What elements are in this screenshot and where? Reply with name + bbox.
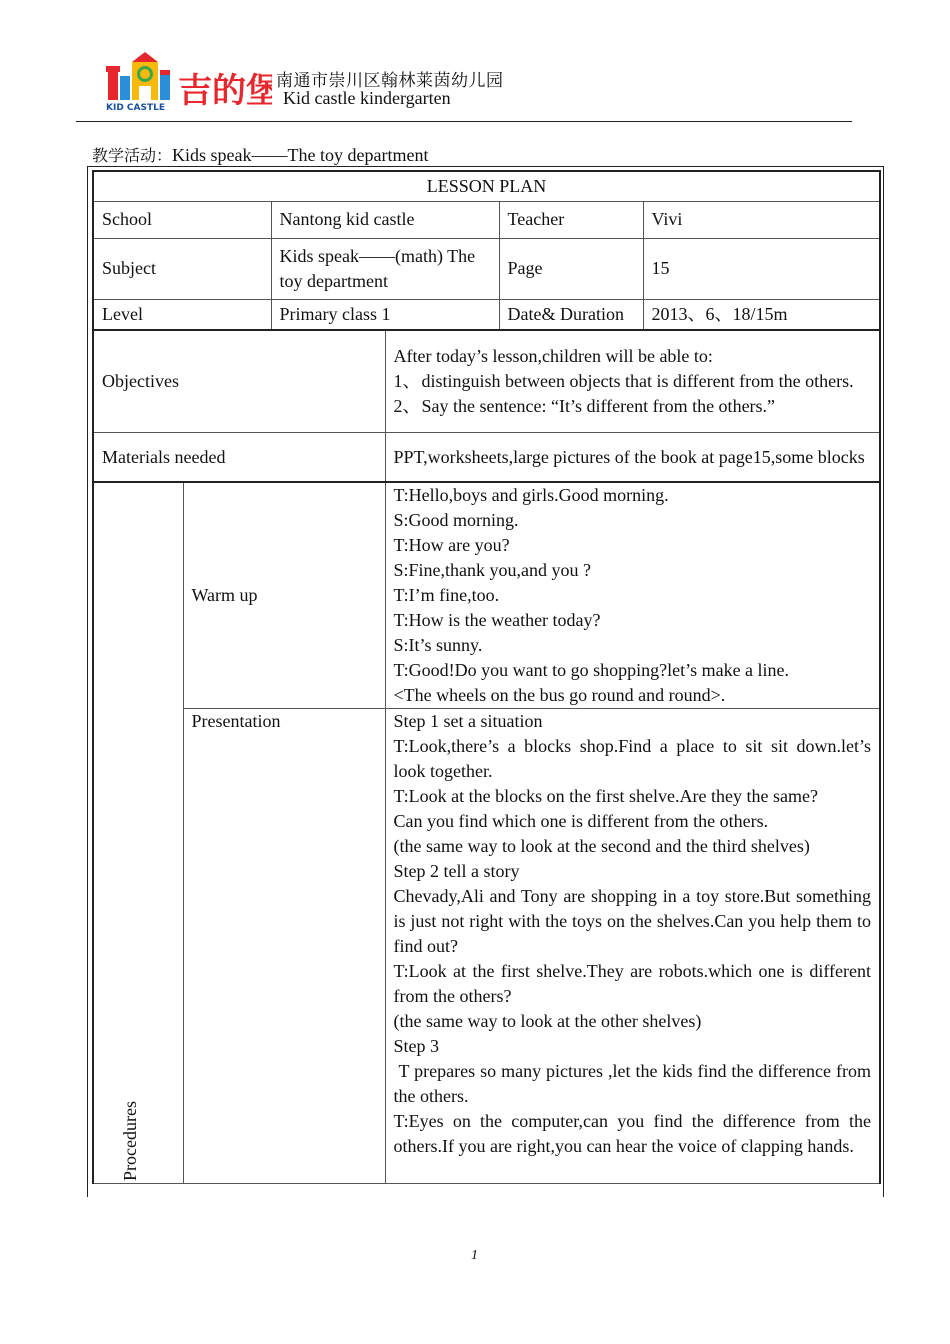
date-label: Date& Duration	[499, 299, 643, 330]
objectives-label: Objectives	[93, 330, 385, 432]
school-name-en: Kid castle kindergarten	[283, 88, 451, 108]
presentation-line: Step 3	[393, 1036, 440, 1056]
warmup-line: T:Hello,boys and girls.Good morning.	[393, 485, 669, 505]
subject-value: Kids speak——(math) The toy department	[271, 238, 499, 299]
level-label: Level	[93, 299, 271, 330]
page-label: Page	[499, 238, 643, 299]
objectives-table	[92, 329, 881, 483]
school-name-cn: 南通市崇川区翰林莱茵幼儿园	[276, 71, 504, 91]
warmup-line: T:I’m fine,too.	[393, 585, 500, 605]
activity-heading	[92, 143, 428, 166]
procedures-label: Procedures	[120, 1101, 140, 1181]
objective-item	[394, 369, 872, 394]
warmup-line: S:Fine,thank you,and you ?	[393, 560, 591, 580]
materials-label: Materials needed	[93, 432, 385, 482]
presentation-content	[385, 709, 880, 1184]
presentation-line: Chevady,Ali and Tony are shopping in a toy store.But something is just not right with the toys on the shelves.Can you help them to find out?	[393, 886, 871, 956]
presentation-line: (the same way to look at the second and the third shelves)	[393, 836, 810, 856]
warmup-label: Warm up	[183, 482, 385, 709]
lesson-plan-title: LESSON PLAN	[93, 171, 880, 201]
teacher-label: Teacher	[499, 201, 643, 238]
procedures-table	[92, 481, 881, 1184]
lesson-info-table	[92, 170, 881, 331]
activity-prefix: 教学活动：	[92, 146, 173, 165]
kid-castle-logo	[104, 52, 272, 114]
warmup-line: T:How is the weather today?	[393, 610, 601, 630]
presentation-line: (the same way to look at the other shelves)	[393, 1011, 702, 1031]
subject-label: Subject	[93, 238, 271, 299]
header-divider	[76, 121, 852, 122]
school-label: School	[93, 201, 271, 238]
presentation-line: T:Look,there’s a blocks shop.Find a place to sit sit down.let’s look together.	[393, 736, 871, 781]
objective-text: distinguish between objects that is different from the others.	[421, 370, 854, 391]
activity-title: Kids speak——The toy department	[172, 145, 429, 165]
presentation-line: T:Look at the blocks on the first shelve.Are they the same?	[393, 786, 818, 806]
page-value: 15	[643, 238, 880, 299]
presentation-line: Step 1 set a situation	[393, 711, 543, 731]
presentation-label: Presentation	[183, 709, 385, 1184]
warmup-line: <The wheels on the bus go round and round>.	[393, 685, 726, 705]
objectives-content	[385, 330, 880, 432]
presentation-line: T:Eyes on the computer,can you find the difference from the others.If you are right,you can hear the voice of clapping hands.	[393, 1111, 871, 1156]
presentation-line: T:Look at the first shelve.They are robots.which one is different from the others?	[393, 961, 871, 1006]
presentation-line: Can you find which one is different from the others.	[393, 811, 769, 831]
presentation-line: Step 2 tell a story	[393, 861, 520, 881]
level-value: Primary class 1	[271, 299, 499, 330]
objective-text: Say the sentence: “It’s different from the others.”	[421, 395, 776, 416]
logo-text: KID CASTLE	[106, 103, 166, 113]
procedures-cell	[93, 482, 183, 1184]
warmup-line: S:It’s sunny.	[393, 635, 483, 655]
objective-number: 1、	[393, 370, 421, 391]
page-number: 1	[471, 1248, 478, 1263]
warmup-line: T:How are you?	[393, 535, 510, 555]
objectives-intro: After today’s lesson,children will be able to:	[393, 345, 713, 366]
presentation-line: T prepares so many pictures ,let the kids find the difference from the others.	[393, 1061, 876, 1106]
materials-text: PPT,worksheets,large pictures of the book at page15,some blocks	[385, 432, 880, 482]
logo-cn-text: 吉的堡	[178, 71, 272, 111]
warmup-content	[385, 482, 880, 709]
warmup-line: T:Good!Do you want to go shopping?let’s make a line.	[393, 660, 790, 680]
school-value: Nantong kid castle	[271, 201, 499, 238]
objective-item	[394, 394, 872, 419]
date-value: 2013、6、18/15m	[643, 299, 880, 330]
teacher-value: Vivi	[643, 201, 880, 238]
objective-number: 2、	[393, 395, 421, 416]
warmup-line: S:Good morning.	[393, 510, 519, 530]
